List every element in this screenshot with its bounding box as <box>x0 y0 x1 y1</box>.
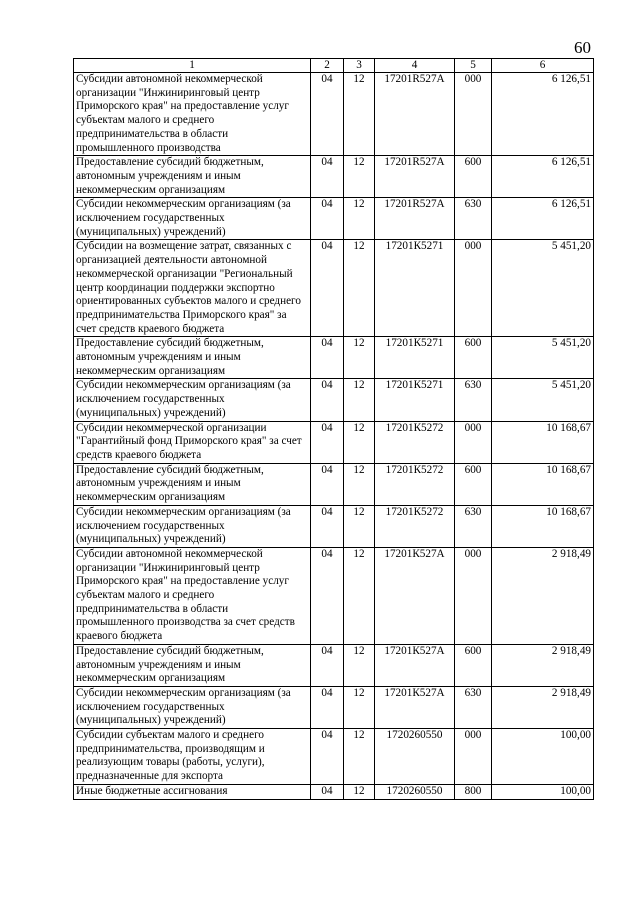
table-row <box>74 547 594 644</box>
row-description: Субсидии некоммерческим организациям (за исключением государственных (муниципальных) учреждений) <box>74 198 311 240</box>
expense-type-code: 630 <box>455 686 492 728</box>
expense-type-code: 000 <box>455 547 492 644</box>
header-col-2: 2 <box>311 59 344 73</box>
row-description: Предоставление субсидий бюджетным, автономным учреждениям и иным некоммерческим организациям <box>74 156 311 198</box>
target-article-code: 17201К527А <box>375 547 455 644</box>
table-row <box>74 337 594 379</box>
amount-value: 6 126,51 <box>492 156 594 198</box>
row-description: Субсидии некоммерческим организациям (за исключением государственных (муниципальных) учреждений) <box>74 686 311 728</box>
subsection-code: 12 <box>344 784 375 799</box>
target-article-code: 17201R527A <box>375 156 455 198</box>
amount-value: 10 168,67 <box>492 421 594 463</box>
table-row <box>74 505 594 547</box>
section-code: 04 <box>311 156 344 198</box>
row-description: Субсидии субъектам малого и среднего предпринимательства, производящим и реализующим товары (работы, услуги), предназначенные для экспорта <box>74 729 311 785</box>
header-col-4: 4 <box>375 59 455 73</box>
amount-value: 5 451,20 <box>492 379 594 421</box>
expense-type-code: 630 <box>455 198 492 240</box>
expense-type-code: 600 <box>455 156 492 198</box>
target-article-code: 17201К5271 <box>375 379 455 421</box>
table-row <box>74 156 594 198</box>
table-row <box>74 784 594 799</box>
row-description: Субсидии некоммерческим организациям (за исключением государственных (муниципальных) учреждений) <box>74 505 311 547</box>
section-code: 04 <box>311 73 344 156</box>
table-row <box>74 686 594 728</box>
amount-value: 10 168,67 <box>492 463 594 505</box>
target-article-code: 17201К527А <box>375 644 455 686</box>
amount-value: 2 918,49 <box>492 547 594 644</box>
subsection-code: 12 <box>344 686 375 728</box>
amount-value: 2 918,49 <box>492 644 594 686</box>
row-description: Субсидии некоммерческой организации "Гарантийный фонд Приморского края" за счет средств краевого бюджета <box>74 421 311 463</box>
expense-type-code: 600 <box>455 463 492 505</box>
row-description: Субсидии автономной некоммерческой организации "Инжиниринговый центр Приморского края" на предоставление услуг субъектам малого и среднего предпринимательства в области промышленного производства за счет средств краевого бюджета <box>74 547 311 644</box>
table-header-row <box>74 59 594 73</box>
table-row <box>74 644 594 686</box>
amount-value: 10 168,67 <box>492 505 594 547</box>
row-description: Предоставление субсидий бюджетным, автономным учреждениям и иным некоммерческим организациям <box>74 463 311 505</box>
expense-type-code: 000 <box>455 240 492 337</box>
table-row <box>74 379 594 421</box>
row-description: Предоставление субсидий бюджетным, автономным учреждениям и иным некоммерческим организациям <box>74 644 311 686</box>
expense-type-code: 800 <box>455 784 492 799</box>
amount-value: 100,00 <box>492 729 594 785</box>
section-code: 04 <box>311 686 344 728</box>
target-article-code: 17201R527A <box>375 198 455 240</box>
row-description: Предоставление субсидий бюджетным, автономным учреждениям и иным некоммерческим организациям <box>74 337 311 379</box>
target-article-code: 1720260550 <box>375 729 455 785</box>
subsection-code: 12 <box>344 379 375 421</box>
target-article-code: 17201К5271 <box>375 240 455 337</box>
expense-type-code: 630 <box>455 505 492 547</box>
row-description: Субсидии на возмещение затрат, связанных с организацией деятельности автономной некоммерческой организации "Региональный центр координации поддержки экспортно ориентированных субъектов малого и среднего предпринимательства Приморского края" за счет средств краевого бюджета <box>74 240 311 337</box>
budget-table <box>73 58 594 800</box>
subsection-code: 12 <box>344 337 375 379</box>
subsection-code: 12 <box>344 421 375 463</box>
header-col-1: 1 <box>74 59 311 73</box>
amount-value: 6 126,51 <box>492 73 594 156</box>
subsection-code: 12 <box>344 240 375 337</box>
header-col-5: 5 <box>455 59 492 73</box>
amount-value: 5 451,20 <box>492 240 594 337</box>
expense-type-code: 600 <box>455 644 492 686</box>
subsection-code: 12 <box>344 156 375 198</box>
section-code: 04 <box>311 784 344 799</box>
amount-value: 6 126,51 <box>492 198 594 240</box>
table-row <box>74 729 594 785</box>
target-article-code: 17201К5272 <box>375 421 455 463</box>
target-article-code: 17201К5272 <box>375 505 455 547</box>
table-row <box>74 198 594 240</box>
subsection-code: 12 <box>344 73 375 156</box>
amount-value: 5 451,20 <box>492 337 594 379</box>
amount-value: 2 918,49 <box>492 686 594 728</box>
section-code: 04 <box>311 198 344 240</box>
target-article-code: 17201К5272 <box>375 463 455 505</box>
header-col-6: 6 <box>492 59 594 73</box>
target-article-code: 17201R527A <box>375 73 455 156</box>
table-row <box>74 73 594 156</box>
section-code: 04 <box>311 379 344 421</box>
subsection-code: 12 <box>344 729 375 785</box>
row-description: Иные бюджетные ассигнования <box>74 784 311 799</box>
expense-type-code: 000 <box>455 73 492 156</box>
section-code: 04 <box>311 337 344 379</box>
subsection-code: 12 <box>344 547 375 644</box>
expense-type-code: 600 <box>455 337 492 379</box>
target-article-code: 17201К5271 <box>375 337 455 379</box>
expense-type-code: 630 <box>455 379 492 421</box>
amount-value: 100,00 <box>492 784 594 799</box>
subsection-code: 12 <box>344 198 375 240</box>
target-article-code: 17201К527А <box>375 686 455 728</box>
page-number: 60 <box>574 38 591 57</box>
section-code: 04 <box>311 463 344 505</box>
table-row <box>74 421 594 463</box>
table-row <box>74 463 594 505</box>
subsection-code: 12 <box>344 644 375 686</box>
section-code: 04 <box>311 644 344 686</box>
section-code: 04 <box>311 547 344 644</box>
row-description: Субсидии некоммерческим организациям (за исключением государственных (муниципальных) учреждений) <box>74 379 311 421</box>
subsection-code: 12 <box>344 505 375 547</box>
subsection-code: 12 <box>344 463 375 505</box>
row-description: Субсидии автономной некоммерческой организации "Инжиниринговый центр Приморского края" на предоставление услуг субъектам малого и среднего предпринимательства в области промышленного производства <box>74 73 311 156</box>
header-col-3: 3 <box>344 59 375 73</box>
section-code: 04 <box>311 240 344 337</box>
target-article-code: 1720260550 <box>375 784 455 799</box>
section-code: 04 <box>311 729 344 785</box>
table-row <box>74 240 594 337</box>
section-code: 04 <box>311 421 344 463</box>
expense-type-code: 000 <box>455 729 492 785</box>
section-code: 04 <box>311 505 344 547</box>
expense-type-code: 000 <box>455 421 492 463</box>
